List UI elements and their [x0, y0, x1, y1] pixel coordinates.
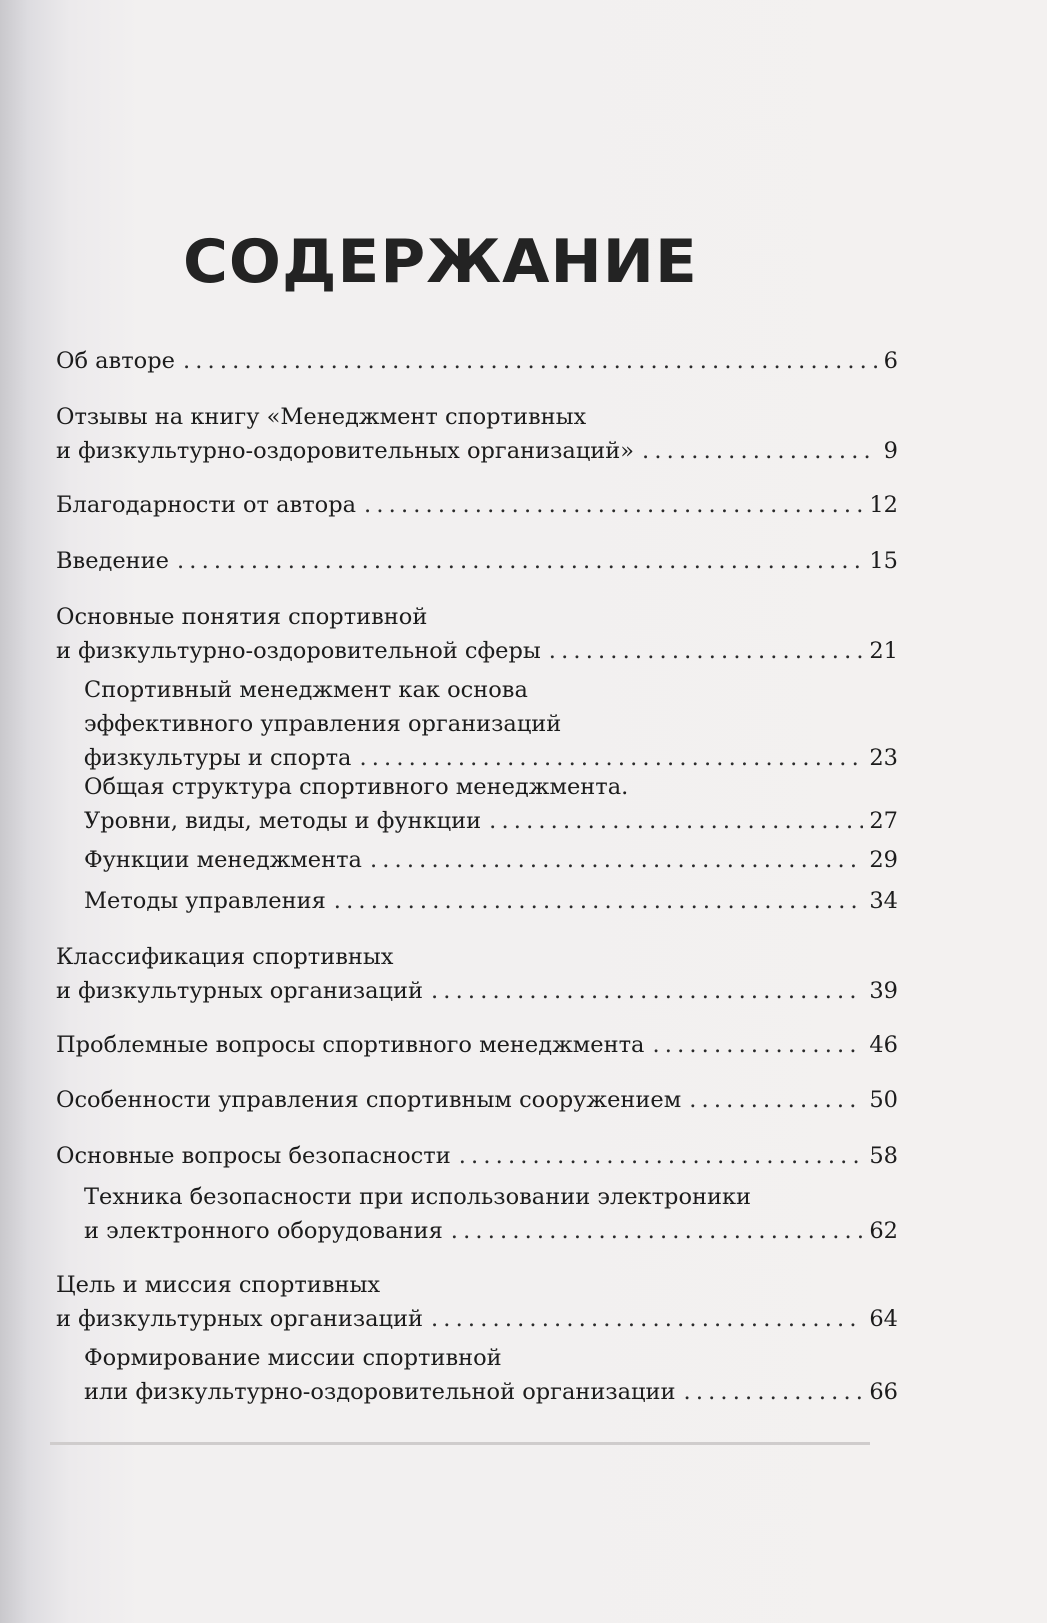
toc-entry-title-line: Уровни, виды, методы и функции [84, 808, 482, 834]
toc-entry[interactable] [56, 940, 898, 1008]
toc-entry-title-line: Цель и миссия спортивных [56, 1272, 381, 1298]
dot-leader [684, 1375, 864, 1409]
toc-entry-last-line [56, 1302, 898, 1336]
bottom-rule [50, 1442, 870, 1445]
toc-entry-title-line: Спортивный менеджмент как основа [84, 677, 528, 703]
toc-entry-title-line: Общая структура спортивного менеджмента. [84, 774, 629, 800]
toc-entry-title-line: Функции менеджмента [84, 847, 362, 873]
toc-entry-title-line: Классификация спортивных [56, 944, 394, 970]
toc-entry-title-line: Введение [56, 548, 169, 574]
toc-entry-title-line: Техника безопасности при использовании электроники [84, 1184, 752, 1210]
toc-entry-title-line: и электронного оборудования [84, 1218, 443, 1244]
toc-entry-title-line: или физкультурно-оздоровительной организации [84, 1379, 676, 1405]
toc-entry-last-line [84, 884, 898, 918]
toc-entry-last-line [84, 1214, 898, 1248]
toc-entry-title-line: эффективного управления организаций [84, 711, 562, 737]
toc-page-number: 27 [869, 808, 898, 834]
toc-entry-last-line [56, 544, 898, 578]
dot-leader [642, 434, 878, 468]
toc-page-number: 62 [869, 1218, 898, 1244]
dot-leader [431, 974, 863, 1008]
toc-entry-title-line: Проблемные вопросы спортивного менеджмента [56, 1032, 645, 1058]
dot-leader [451, 1214, 864, 1248]
toc-entry-last-line [84, 843, 898, 877]
toc-entry-title-line: и физкультурных организаций [56, 978, 423, 1004]
toc-entry-last-line [56, 344, 898, 378]
toc-entry-title-line: Основные понятия спортивной [56, 604, 428, 630]
dot-leader [459, 1139, 864, 1173]
toc-entry-last-line [56, 1028, 898, 1062]
toc-entry-title-line: Благодарности от автора [56, 492, 357, 518]
dot-leader [364, 488, 863, 522]
dot-leader [549, 634, 864, 668]
toc-page-number: 23 [869, 745, 898, 771]
toc-page-number: 15 [869, 548, 898, 574]
toc-page-number: 58 [869, 1143, 898, 1169]
toc-page-number: 21 [869, 638, 898, 664]
toc-page-number: 9 [883, 438, 898, 464]
dot-leader [689, 1083, 863, 1117]
toc-page-number: 46 [869, 1032, 898, 1058]
toc-page-number: 29 [869, 847, 898, 873]
toc-entry[interactable] [56, 400, 898, 468]
toc-entry[interactable] [56, 1028, 898, 1062]
toc-entry[interactable] [56, 600, 898, 668]
dot-leader [489, 804, 863, 838]
toc-page-number: 6 [883, 348, 898, 374]
dot-leader [652, 1028, 863, 1062]
toc-entry-title-line: Основные вопросы безопасности [56, 1143, 451, 1169]
dot-leader [183, 344, 878, 378]
toc-entry-title-line: Формирование миссии спортивной [84, 1345, 502, 1371]
toc-page-number: 12 [869, 492, 898, 518]
toc-page-number: 39 [869, 978, 898, 1004]
toc-entry-last-line [56, 634, 898, 668]
dot-leader [177, 544, 863, 578]
toc-entry-last-line [84, 1375, 898, 1409]
toc-entry-title-line: физкультуры и спорта [84, 745, 352, 771]
toc-entry-title-line: и физкультурных организаций [56, 1306, 423, 1332]
dot-leader [334, 884, 864, 918]
toc-page-number: 50 [869, 1087, 898, 1113]
toc-entry[interactable] [84, 673, 898, 775]
toc-entry-title-line: Об авторе [56, 348, 175, 374]
toc-entry[interactable] [56, 544, 898, 578]
toc-entry[interactable] [56, 1139, 898, 1173]
toc-entry-title-line: Особенности управления спортивным сооружением [56, 1087, 682, 1113]
dot-leader [370, 843, 863, 877]
toc-page-number: 34 [869, 888, 898, 914]
toc-entry-last-line [56, 974, 898, 1008]
toc-entry-last-line [56, 488, 898, 522]
toc-entry[interactable] [56, 488, 898, 522]
toc-entry-last-line [56, 1139, 898, 1173]
toc-page-number: 64 [869, 1306, 898, 1332]
toc-entry[interactable] [56, 1268, 898, 1336]
toc-entry[interactable] [84, 1180, 898, 1248]
toc-entry[interactable] [56, 344, 898, 378]
toc-entry-title-line: и физкультурно-оздоровительных организаций» [56, 438, 635, 464]
toc-entry[interactable] [84, 884, 898, 918]
toc-entry[interactable] [84, 1341, 898, 1409]
toc-entry-title-line: Отзывы на книгу «Менеджмент спортивных [56, 404, 587, 430]
toc-entry-last-line [84, 804, 898, 838]
toc-entry-title-line: Методы управления [84, 888, 326, 914]
toc-entry-title-line: и физкультурно-оздоровительной сферы [56, 638, 541, 664]
toc-entry[interactable] [56, 1083, 898, 1117]
toc-entry[interactable] [84, 770, 898, 838]
toc-page-number: 66 [869, 1379, 898, 1405]
toc-entry[interactable] [84, 843, 898, 877]
toc-entry-last-line [56, 434, 898, 468]
toc-entry-last-line [56, 1083, 898, 1117]
dot-leader [431, 1302, 863, 1336]
page-title: СОДЕРЖАНИЕ [183, 227, 698, 297]
